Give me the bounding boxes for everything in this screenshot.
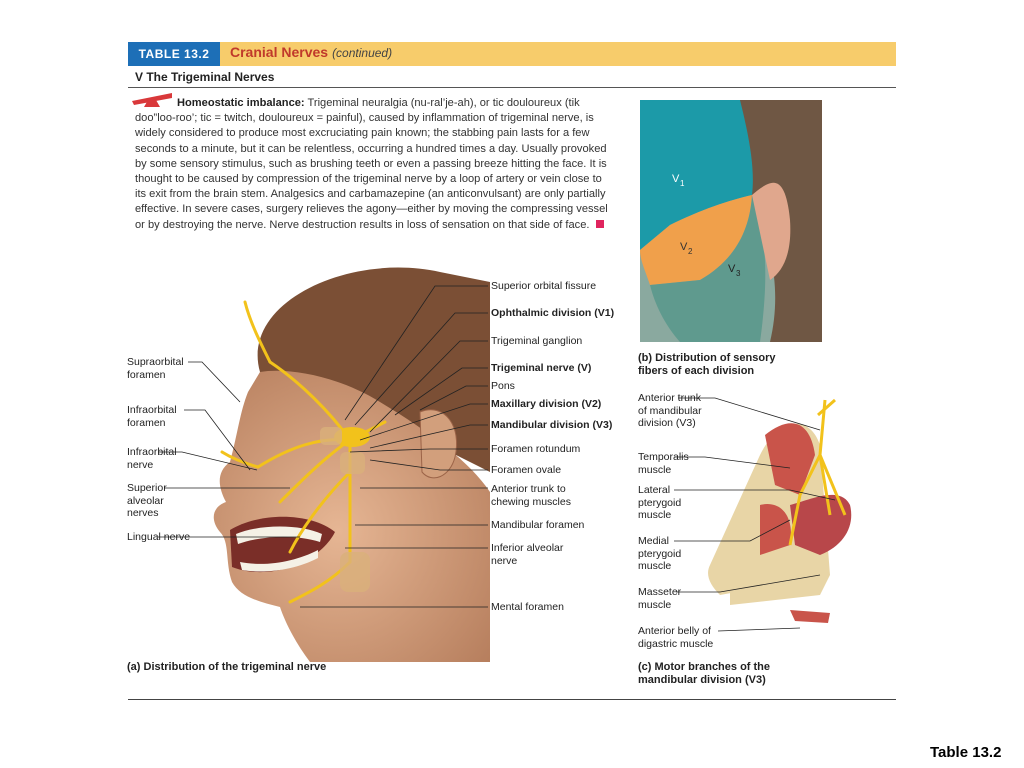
label-superior-alveolar-nerves: Superior alveolar nerves	[127, 482, 167, 519]
label-lateral-pterygoid-muscle: Lateral pterygoid muscle	[638, 484, 682, 521]
label-anterior-trunk-mandibular: Anterior trunk of mandibular division (V3)	[638, 392, 702, 429]
slide-label: Table 13.2	[930, 744, 1002, 761]
label-medial-pterygoid-muscle: Medial pterygoid muscle	[638, 535, 682, 572]
label-inferior-alveolar-nerve: Inferior alveolar nerve	[491, 542, 564, 567]
label-supraorbital-foramen: Supraorbital foramen	[127, 356, 184, 381]
label-foramen-ovale: Foramen ovale	[491, 464, 562, 476]
label-superior-orbital-fissure: Superior orbital fissure	[491, 280, 597, 292]
svg-text:V: V	[728, 263, 736, 275]
label-trigeminal-ganglion: Trigeminal ganglion	[491, 335, 583, 347]
label-anterior-belly-digastric: Anterior belly of digastric muscle	[638, 625, 714, 650]
bottom-divider	[128, 699, 896, 700]
label-ophthalmic-division: Ophthalmic division (V1)	[491, 307, 615, 319]
label-foramen-rotundum: Foramen rotundum	[491, 443, 581, 455]
caption-figure-a: (a) Distribution of the trigeminal nerve	[127, 661, 327, 673]
label-mental-foramen: Mental foramen	[491, 601, 564, 613]
label-trigeminal-nerve: Trigeminal nerve (V)	[491, 362, 592, 374]
svg-text:2: 2	[688, 247, 693, 256]
svg-text:V: V	[672, 173, 680, 185]
imbalance-lead: Homeostatic imbalance:	[177, 97, 305, 109]
caption-figure-c: (c) Motor branches of the mandibular division (V3)	[638, 661, 771, 686]
svg-text:V: V	[680, 241, 688, 253]
label-lingual-nerve: Lingual nerve	[127, 531, 191, 543]
imbalance-text: Trigeminal neuralgia (nu-ral’je-ah), or tic douloureux (tik doo”loo-roo’; tic = twitch, douloureux = painful), caused by inflammation of trigeminal nerve, is widely considered to produce most excruciating pain known; the stabbing pain lasts for a few seconds to a minute, but it can be relentless, occurring a hundred times a day. Usually provoked by some sensory stimulus, such as brushing teeth or even a passing breeze hitting the face. It is thought to be caused by compression of the trigeminal nerve by a loop of artery or vein close to its exit from the brain stem. Analgesics and carbamazepine (an anticonvulsant) are only partially effective. In severe cases, surgery relieves the agony—either by moving the compressing vessel or by destroying the nerve. Nerve destruction results in loss of sensation on that side of face.	[135, 97, 608, 231]
label-maxillary-division: Maxillary division (V2)	[491, 398, 602, 410]
label-temporalis-muscle: Temporalis muscle	[638, 451, 689, 476]
svg-text:1: 1	[680, 179, 685, 188]
label-anterior-trunk-chewing: Anterior trunk to chewing muscles	[491, 483, 571, 508]
table-title-text: Cranial Nerves	[230, 44, 329, 60]
table-title-continued: (continued)	[332, 46, 393, 60]
table-number-tag: TABLE 13.2	[128, 42, 220, 66]
label-masseter-muscle: Masseter muscle	[638, 586, 682, 611]
label-mandibular-division: Mandibular division (V3)	[491, 419, 613, 431]
caption-figure-b: (b) Distribution of sensory fibers of each division	[638, 352, 776, 377]
svg-text:3: 3	[736, 269, 741, 278]
label-mandibular-foramen: Mandibular foramen	[491, 519, 585, 531]
label-infraorbital-nerve: Infraorbital nerve	[127, 446, 177, 471]
label-pons: Pons	[491, 380, 515, 392]
label-infraorbital-foramen: Infraorbital foramen	[127, 404, 177, 429]
section-title: V The Trigeminal Nerves	[135, 70, 275, 84]
